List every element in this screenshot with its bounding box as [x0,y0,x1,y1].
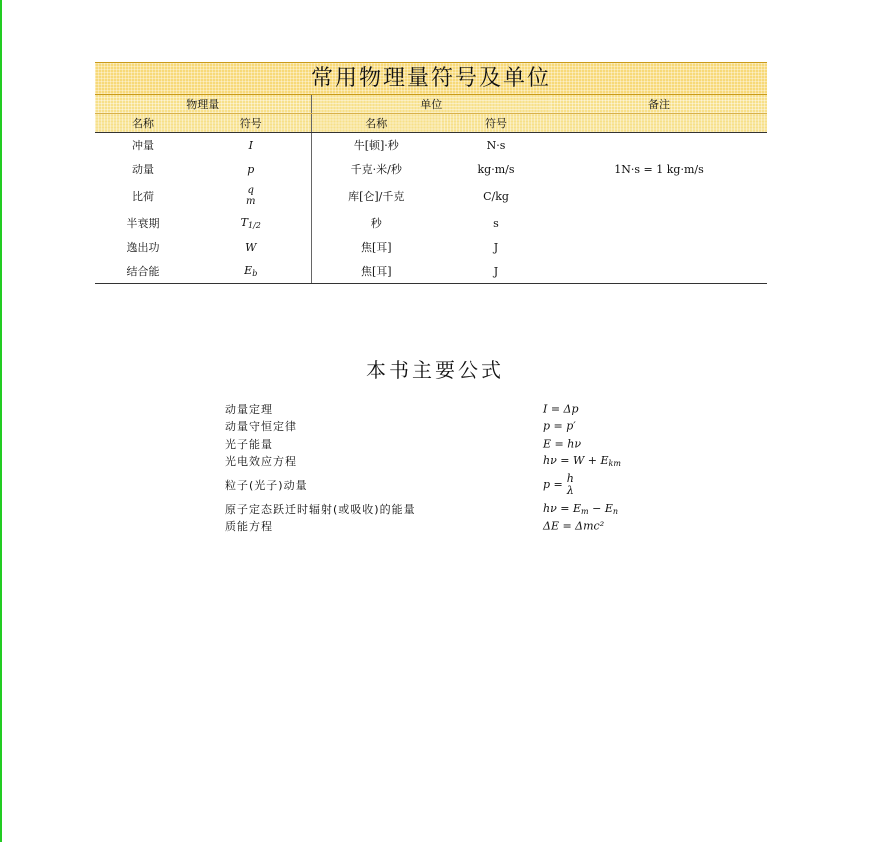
quantity-symbol [191,259,311,284]
formula-row [225,418,685,436]
formula-row [225,518,685,536]
unit-name: 千克·米/秒 [350,163,402,176]
formula-expression: p = p′ [543,419,576,433]
quantity-name: 逸出功 [126,241,160,254]
quantity-symbol: p [191,157,311,181]
formula-name: 原子定态跃迁时辐射(或吸收)的能量 [225,502,416,516]
quantity-symbol: W [191,235,311,259]
unit-name: 焦[耳] [311,259,441,284]
expr-main: hν = E [543,501,582,515]
header-unit-symbol: 符号 [441,114,551,133]
note: 1N·s = 1 kg·m/s [614,162,704,176]
fraction-numerator: q [247,185,254,196]
symbol-main: E [244,264,253,277]
formula-expression: E = hν [543,437,582,451]
formula-row [225,470,685,500]
group-header-row [95,95,767,114]
unit-symbol: kg·m/s [477,162,515,176]
formula-name: 动量守恒定律 [225,420,297,434]
expr-main: hν = W + E [543,454,609,468]
expr-tail: − E [588,501,613,515]
formula-expression: I = Δp [543,402,579,416]
window-left-edge [0,0,2,842]
expr-main: p = [543,478,563,491]
sub-header-row [95,114,767,133]
formula-expression [543,454,621,468]
unit-name: 焦[耳] [360,241,392,254]
table-row [95,211,767,235]
table-row [95,133,767,158]
formula-expression [543,502,618,516]
unit-symbol: J [493,240,499,254]
formula-row [225,435,685,453]
symbol-main: T [240,216,248,229]
unit-symbol: N·s [486,138,506,152]
header-name: 名称 [95,114,191,133]
formula-expression: ΔE = Δmc² [543,519,605,533]
header-unit-name: 名称 [311,114,441,133]
note [551,235,767,259]
expr-subscript: m [581,506,589,516]
note [551,211,767,235]
table-row [95,181,767,211]
formula-row [225,500,685,518]
expr-subscript: km [608,459,621,469]
formulas-title: 本书主要公式 [366,358,504,382]
note [551,181,767,211]
table-row [95,157,767,181]
header-note: 备注 [551,95,767,114]
formula-name: 动量定理 [225,402,273,416]
table-row [95,235,767,259]
quantity-name: 比荷 [132,190,154,203]
fraction-denominator: λ [566,484,574,497]
note [551,133,767,158]
quantity-name: 动量 [132,163,154,176]
header-symbol: 符号 [191,114,311,133]
header-note-blank [551,114,767,133]
fraction-numerator: h [566,472,574,485]
unit-symbol: J [441,259,551,284]
quantity-symbol: I [191,133,311,158]
fraction-symbol [246,185,255,207]
formula-name: 粒子(光子)动量 [225,479,308,492]
header-quantity: 物理量 [95,95,311,114]
quantity-symbol [191,211,311,235]
symbol-subscript: 1/2 [247,221,261,230]
formula-row [225,400,685,418]
expr-fraction [567,473,574,497]
formula-row [225,453,685,471]
formula-name: 光电效应方程 [225,455,297,469]
unit-symbol: C/kg [483,189,509,203]
table-title: 常用物理量符号及单位 [95,62,767,95]
formula-list [225,400,685,535]
symbol-subscript: b [252,269,258,278]
unit-name: 库[仑]/千克 [348,190,405,203]
quantity-name: 半衰期 [126,217,160,230]
formula-expression [543,473,574,497]
formula-name: 光子能量 [225,437,273,451]
fraction-denominator: m [246,196,256,207]
quantity-symbol [191,181,311,211]
quantity-name: 结合能 [95,259,191,284]
formula-name: 质能方程 [225,520,273,534]
units-table [95,62,767,284]
header-unit: 单位 [311,95,551,114]
unit-symbol: s [493,216,499,230]
note [551,259,767,284]
expr-tail-subscript: n [612,506,619,516]
unit-name: 牛[顿]·秒 [353,139,399,152]
unit-name: 秒 [370,217,382,230]
table-row [95,259,767,284]
units-grid [95,95,767,284]
quantity-name: 冲量 [132,139,154,152]
